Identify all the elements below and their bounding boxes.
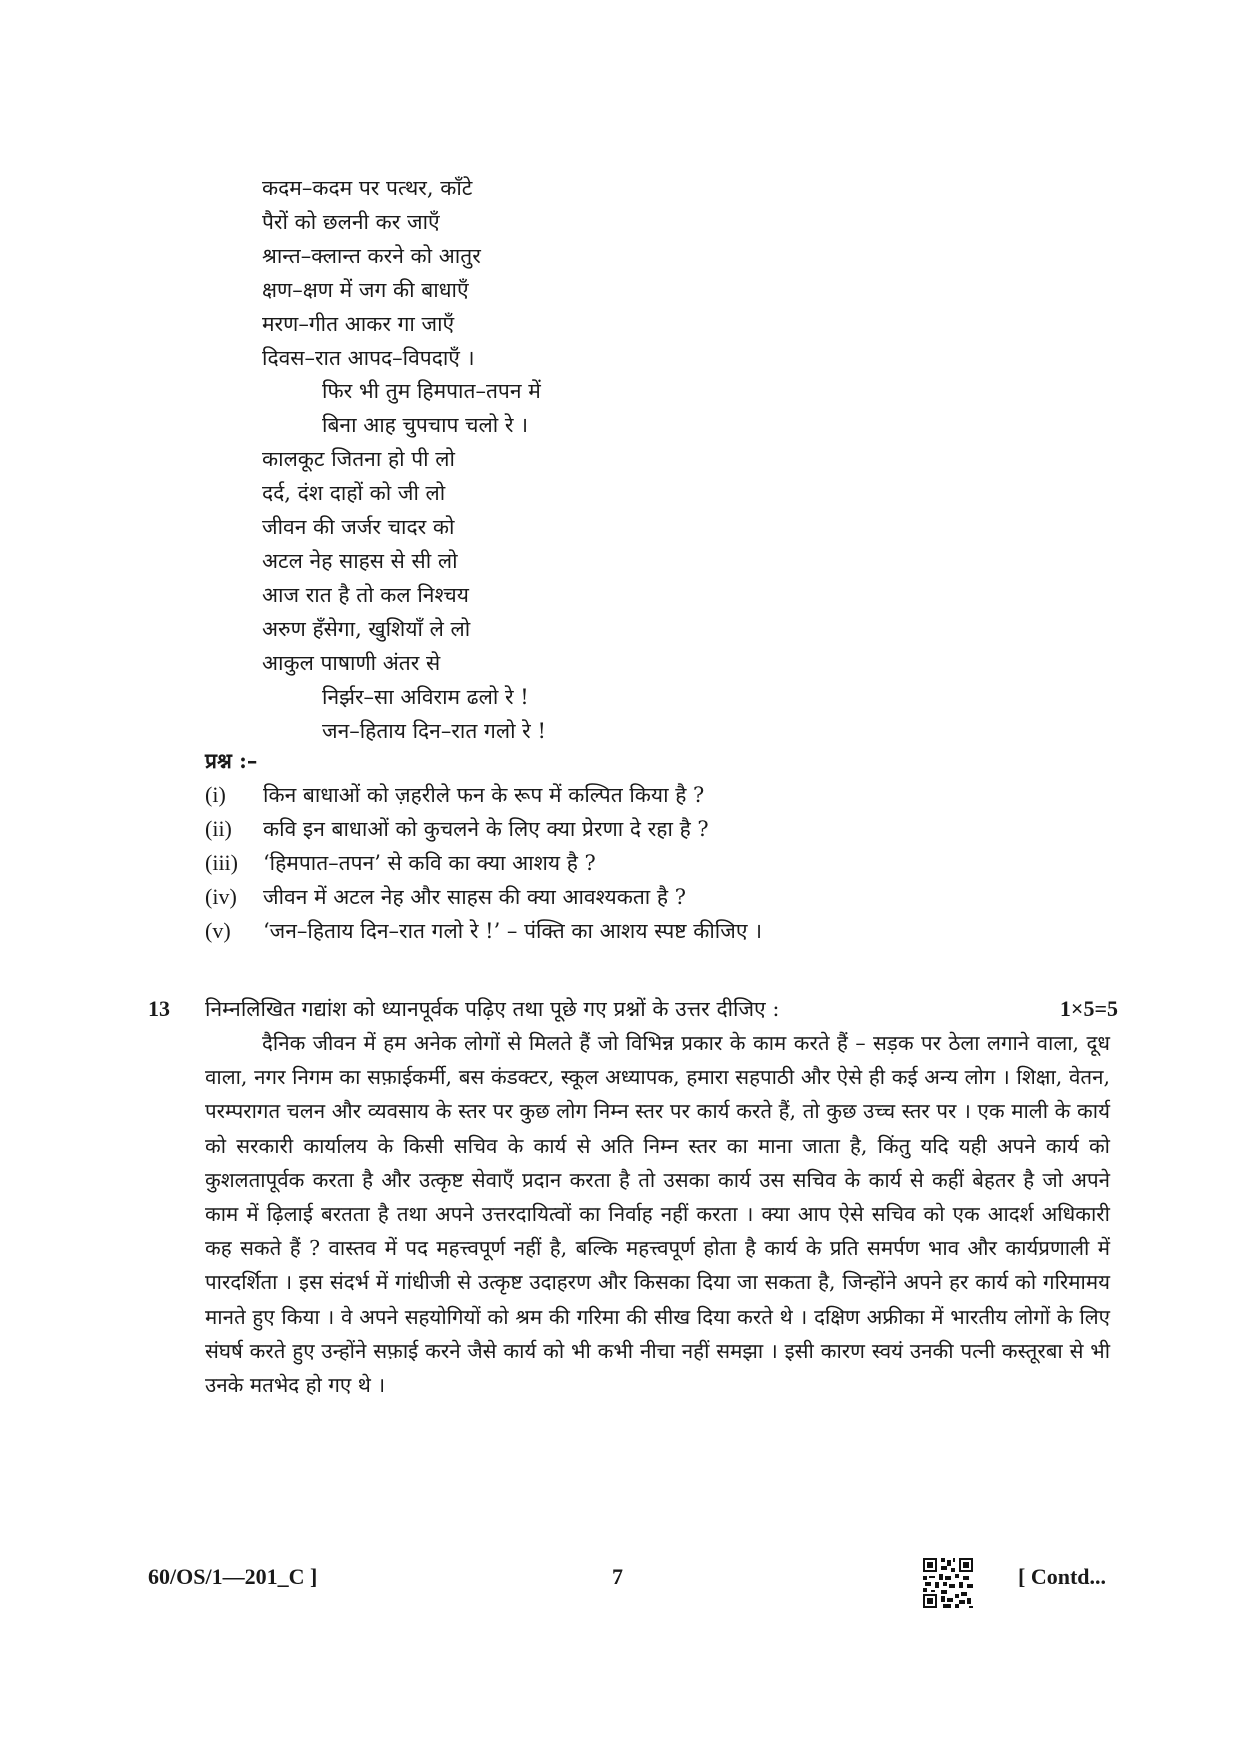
poem-line: अरुण हँसेगा, खुशियाँ ले लो [262, 616, 471, 641]
question-item-text: ‘जन–हिताय दिन–रात गलो रे !’ – पंक्ति का आशय स्पष्ट कीजिए । [263, 919, 763, 943]
poem-line: क्षण–क्षण में जग की बाधाएँ [262, 277, 469, 302]
question-item-text: जीवन में अटल नेह और साहस की क्या आवश्यकता है ? [263, 885, 686, 909]
poem-line: फिर भी तुम हिमपात–तपन में [322, 379, 541, 404]
poem-line: अटल नेह साहस से सी लो [262, 548, 458, 573]
poem-line: मरण–गीत आकर गा जाएँ [262, 311, 455, 336]
question-item [205, 880, 1105, 914]
question-item-text: किन बाधाओं को ज़हरीले फन के रूप में कल्पित किया है ? [263, 783, 705, 807]
continued-note: [ Contd... [1018, 1564, 1107, 1589]
question-marks: 1×5=5 [1059, 996, 1118, 1021]
prose-passage: दैनिक जीवन में हम अनेक लोगों से मिलते हैं जो विभिन्न प्रकार के काम करते हैं – सड़क पर ठेला लगाने वाला, दूध वाला, नगर निगम का सफ़ाईकर्मी, बस कंडक्टर, स्कूल अध्यापक, हमारा सहपाठी और ऐसे ही कई अन्य लोग । शिक्षा, वेतन, परम्परागत चलन और व्यवसाय के स्तर पर कुछ लोग निम्न स्तर पर कार्य करते हैं, तो कुछ उच्च स्तर पर । एक माली के कार्य को सरकारी कार्यालय के किसी सचिव के कार्य से अति निम्न स्तर का माना जाता है, किंतु यदि यही अपने कार्य को कुशलतापूर्वक करता है और उत्कृष्ट सेवाएँ प्रदान करता है तो उसका कार्य उस सचिव के कार्य से कहीं बेहतर है जो अपने काम में ढ़िलाई बरतता है तथा अपने उत्तरदायित्वों का निर्वाह नहीं करता । क्या आप ऐसे सचिव को एक आदर्श अधिकारी कह सकते हैं ? वास्तव में पद महत्त्वपूर्ण नहीं है, बल्कि महत्त्वपूर्ण होता है कार्य के प्रति समर्पण भाव और कार्यप्रणाली में पारदर्शिता । इस संदर्भ में गांधीजी से उत्कृष्ट उदाहरण और किसका दिया जा सकता है, जिन्होंने अपने हर कार्य को गरिमामय मानते हुए किया । वे अपने सहयोगियों को श्रम की गरिमा की सीख दिया करते थे । दक्षिण अफ्रीका में भारतीय लोगों के लिए संघर्ष करते हुए उन्होंने सफ़ाई करने जैसे कार्य को भी कभी नीचा नहीं समझा । इसी कारण स्वयं उनकी पत्नी कस्तूरबा से भी उनके मतभेद हो गए थे । [205, 1031, 1110, 1398]
poem-line: आज रात है तो कल निश्चय [262, 582, 469, 607]
question-item-number: (iv) [205, 884, 237, 909]
questions-heading: प्रश्न :– [205, 748, 258, 773]
poem-questions [205, 744, 1105, 948]
poem-line: पैरों को छलनी कर जाएँ [262, 209, 440, 234]
poem-stanza [262, 172, 962, 748]
question-instruction: निम्नलिखित गद्यांश को ध्यानपूर्वक पढ़िए तथा पूछे गए प्रश्नों के उत्तर दीजिए : [205, 997, 780, 1021]
poem-line: कदम–कदम पर पत्थर, काँटे [262, 176, 473, 200]
page-number: 7 [612, 1564, 623, 1589]
poem-line: आकुल पाषाणी अंतर से [262, 650, 441, 675]
question-item [205, 778, 1105, 812]
question-13-header [148, 992, 1118, 1026]
question-item-number: (ii) [205, 816, 232, 841]
poem-line: निर्झर–सा अविराम ढलो रे ! [322, 684, 529, 709]
poem-line: कालकूट जितना हो पी लो [262, 447, 455, 472]
qr-code-icon [923, 1558, 973, 1608]
poem-line: बिना आह चुपचाप चलो रे । [322, 413, 529, 438]
poem-line: दिवस–रात आपद–विपदाएँ । [262, 345, 475, 370]
question-item-number: (v) [205, 918, 231, 943]
questions-list [205, 778, 1105, 948]
question-item [205, 812, 1105, 846]
question-item [205, 914, 1105, 948]
question-item-number: (i) [205, 782, 226, 807]
question-number: 13 [148, 996, 170, 1021]
question-13-section [148, 992, 1118, 1402]
page-footer [0, 1558, 1240, 1598]
question-item-number: (iii) [205, 850, 238, 875]
poem-line: श्रान्त–क्लान्त करने को आतुर [262, 243, 481, 268]
question-item-text: ‘हिमपात–तपन’ से कवि का क्या आशय है ? [263, 851, 596, 875]
paper-code: 60/OS/1—201_C ] [148, 1564, 318, 1589]
question-item [205, 846, 1105, 880]
poem-line: जन–हिताय दिन–रात गलो रे ! [322, 718, 546, 743]
question-item-text: कवि इन बाधाओं को कुचलने के लिए क्या प्रेरणा दे रहा है ? [263, 817, 709, 841]
poem-line: जीवन की जर्जर चादर को [262, 515, 455, 540]
poem-line: दर्द, दंश दाहों को जी लो [262, 481, 446, 506]
